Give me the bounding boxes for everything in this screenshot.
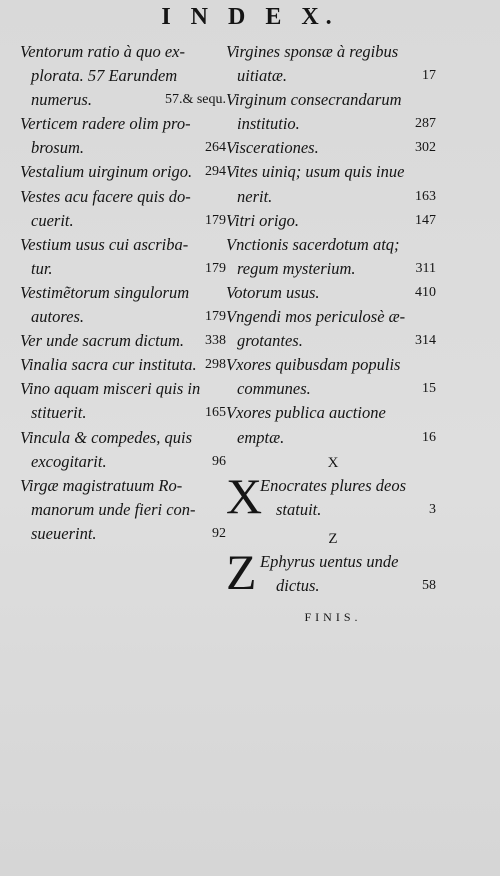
index-page-number: 179 xyxy=(205,212,226,228)
page-title: I N D E X. xyxy=(161,4,339,30)
section-x-entry xyxy=(226,467,436,526)
index-entry xyxy=(20,233,226,281)
section-heading-z: Z xyxy=(328,530,338,547)
index-entry xyxy=(226,88,436,136)
index-term xyxy=(20,426,226,474)
index-term xyxy=(20,233,226,281)
index-entry xyxy=(226,136,436,160)
section-x-text xyxy=(260,474,436,522)
index-term-line: numerus. xyxy=(31,90,92,110)
index-term-line: Ver unde sacrum dictum. xyxy=(20,331,185,351)
section-z-text xyxy=(260,550,436,598)
index-term xyxy=(226,305,436,353)
index-page-number: 96 xyxy=(212,453,226,469)
index-term xyxy=(226,353,436,401)
right-entries xyxy=(226,40,436,450)
index-term-line: Viscerationes. xyxy=(226,138,319,158)
section-z-line-2-text: dictus. xyxy=(276,575,320,595)
index-term-line: plorata. 57 Earundem xyxy=(31,66,178,86)
index-entry xyxy=(226,209,436,233)
index-term-line: sueuerint. xyxy=(31,523,97,543)
index-page-number: 338 xyxy=(205,333,226,349)
index-page-number: 179 xyxy=(205,309,226,325)
index-entry xyxy=(20,474,226,546)
index-term xyxy=(226,160,436,208)
index-page-number: 163 xyxy=(415,188,436,204)
index-page-number: 287 xyxy=(415,116,436,132)
index-entry xyxy=(20,377,226,425)
index-entry xyxy=(226,401,436,449)
index-term-line: Ventorum ratio à quo ex- xyxy=(20,42,185,61)
section-z-page: 58 xyxy=(422,577,436,593)
index-term xyxy=(20,112,226,160)
index-entry xyxy=(20,353,226,377)
index-entry xyxy=(20,185,226,233)
index-entry xyxy=(20,112,226,160)
section-heading-x: X xyxy=(327,454,339,471)
index-term-line: Vitri origo. xyxy=(226,210,300,230)
initial-z: Z xyxy=(226,543,257,600)
index-page-number: 16 xyxy=(422,429,436,445)
index-entry xyxy=(20,329,226,353)
index-term xyxy=(226,209,436,233)
index-term xyxy=(226,136,436,160)
index-page-number: 314 xyxy=(415,333,436,349)
section-z-entry xyxy=(226,543,436,602)
index-entry xyxy=(226,160,436,208)
index-term xyxy=(20,474,226,546)
index-term-line: tur. xyxy=(31,258,53,278)
index-term xyxy=(226,233,436,281)
index-page-number: 165 xyxy=(205,405,226,421)
index-term xyxy=(226,281,436,305)
index-term-line: cuerit. xyxy=(31,210,74,230)
index-entry xyxy=(226,40,436,88)
index-entry xyxy=(20,426,226,474)
index-term-line: excogitarit. xyxy=(31,451,107,471)
index-term-line: Vincula & compedes, quis xyxy=(20,427,192,447)
index-term-line: Vestalium uirginum origo. xyxy=(20,162,193,182)
left-entries xyxy=(20,40,226,546)
index-term-line: regum mysterium. xyxy=(237,258,356,278)
index-page-number: 298 xyxy=(205,357,226,373)
section-x-page: 3 xyxy=(429,501,436,517)
left-column xyxy=(20,40,226,546)
index-term-line: brosum. xyxy=(31,138,85,158)
right-column xyxy=(226,40,436,625)
index-term-line: Vites uiniq; usum quis inue xyxy=(226,162,405,182)
section-x-line-1: Enocrates plures deos xyxy=(260,475,407,495)
index-term-line: Vestium usus cui ascriba- xyxy=(20,234,189,254)
index-entry xyxy=(20,160,226,184)
index-term-line: Vxores quibusdam populis xyxy=(226,355,401,375)
index-term-line: stituerit. xyxy=(31,403,87,423)
section-z-line-1: Ephyrus uentus unde xyxy=(260,551,399,571)
section-z-line-2 xyxy=(260,574,436,598)
index-term-line: Virginum consecrandarum xyxy=(226,90,402,110)
index-term-line: uitiatæ. xyxy=(237,66,287,86)
index-page-number: 302 xyxy=(415,140,436,156)
index-entry xyxy=(226,233,436,281)
index-term-line: Vinalia sacra cur instituta. xyxy=(20,355,197,375)
index-entry xyxy=(20,40,226,112)
index-entry xyxy=(226,281,436,305)
index-term-line: autores. xyxy=(31,307,85,327)
index-term-line: Virgæ magistratuum Ro- xyxy=(20,475,183,495)
index-term-line: Vino aquam misceri quis in xyxy=(20,379,201,399)
index-entry xyxy=(226,353,436,401)
index-term-line: Virgines sponsæ à regibus xyxy=(226,42,399,61)
section-x-line-2 xyxy=(260,498,436,522)
index-page-number: 17 xyxy=(422,68,436,84)
index-term xyxy=(20,160,226,184)
index-term-line: manorum unde fieri con- xyxy=(31,499,196,519)
index-page-number: 179 xyxy=(205,260,226,276)
index-term xyxy=(20,281,226,329)
index-entry xyxy=(226,305,436,353)
index-page-number: 92 xyxy=(212,525,226,541)
index-page-number: 294 xyxy=(205,164,226,180)
index-term xyxy=(20,329,226,353)
index-page-number: 311 xyxy=(415,260,436,276)
index-term xyxy=(226,40,436,88)
finis-text: FINIS. xyxy=(304,609,362,624)
index-term xyxy=(20,185,226,233)
index-term-line: Votorum usus. xyxy=(226,282,320,302)
index-term-line: institutio. xyxy=(237,114,300,134)
index-page-number: 57.& sequ. xyxy=(164,92,226,108)
index-page-number: 15 xyxy=(422,381,436,397)
index-page-number: 410 xyxy=(415,284,436,300)
index-term-line: Vngendi mos periculosè æ- xyxy=(226,307,406,327)
index-term xyxy=(20,377,226,425)
index-term-line: grotantes. xyxy=(237,331,303,351)
index-entry xyxy=(20,281,226,329)
index-term-line: Vxores publica auctione xyxy=(226,403,386,423)
index-term-line: Vestes acu facere quis do- xyxy=(20,186,191,206)
index-term-line: Vnctionis sacerdotum atq; xyxy=(226,234,400,254)
index-term-line: Vestimẽtorum singulorum xyxy=(20,282,190,302)
index-term xyxy=(20,353,226,377)
index-term-line: Verticem radere olim pro- xyxy=(20,114,191,134)
index-term-line: nerit. xyxy=(237,186,273,206)
section-x-line-2-text: statuit. xyxy=(276,499,322,519)
index-term xyxy=(226,401,436,449)
initial-x: X xyxy=(226,467,263,524)
index-term xyxy=(226,88,436,136)
index-term-line: communes. xyxy=(237,379,311,399)
index-term-line: emptæ. xyxy=(237,427,285,447)
index-page-number: 147 xyxy=(415,212,436,228)
index-page-number: 264 xyxy=(205,140,226,156)
